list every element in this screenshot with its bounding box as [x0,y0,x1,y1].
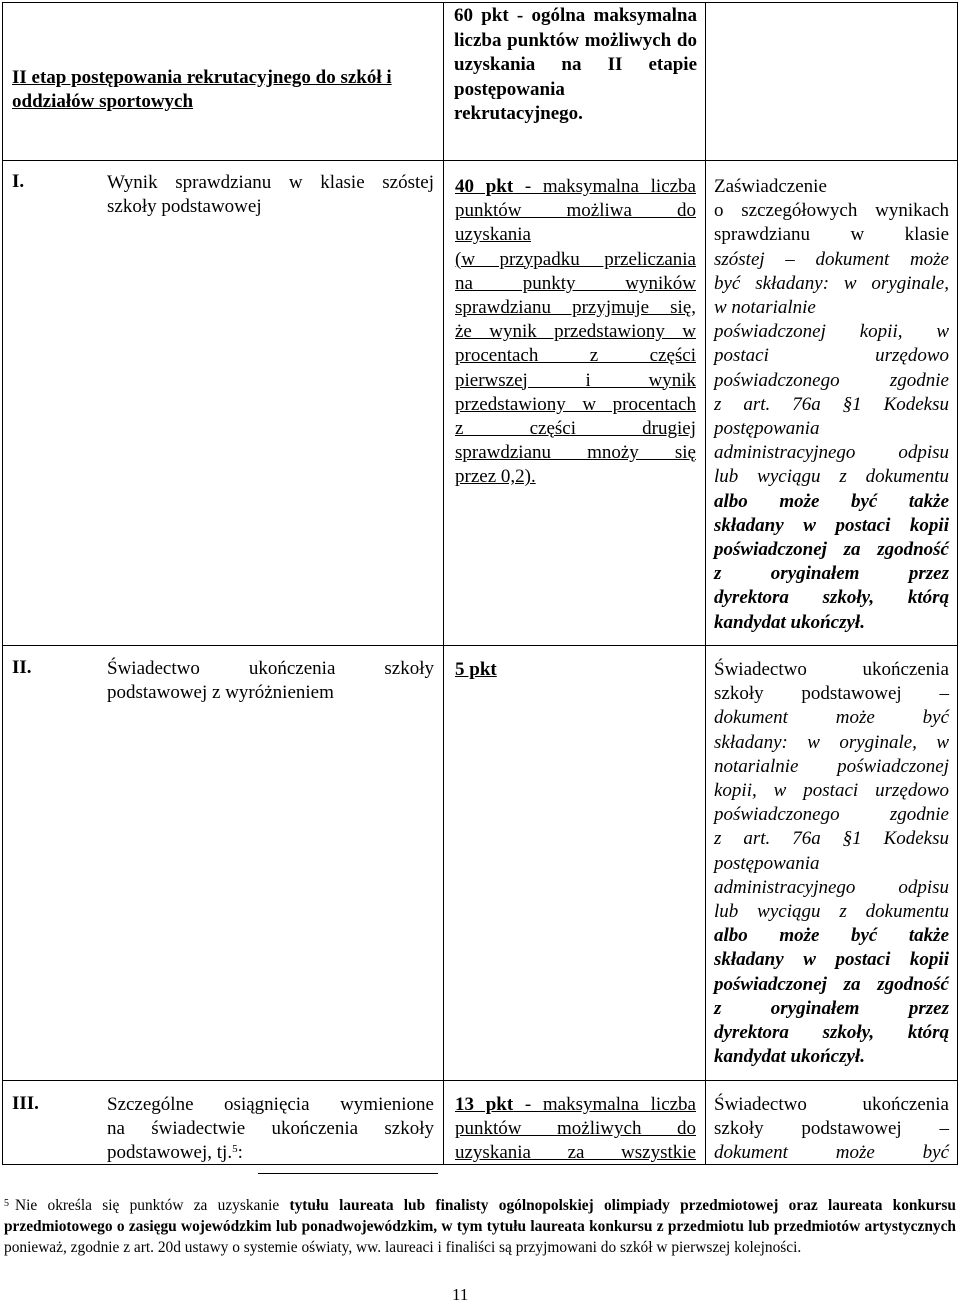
doc-line: z art. 76a §1 Kodeksu [714,393,949,415]
points-line: punktów możliwa do [455,200,696,222]
footnote-text: Nie określa się punktów za uzyskanie [15,1197,290,1214]
doc-line: poświadczonej kopii, w [714,321,949,343]
points-line: uzyskania [455,224,531,246]
footnote-mark: 5 [4,1198,9,1209]
points-value: 40 pkt [455,176,514,197]
row-number: I. [12,171,25,192]
points-value: 13 pkt [455,1094,514,1115]
points-cell [455,1093,696,1166]
doc-line: postępowania [714,852,820,874]
doc-line: dokument może być [714,707,949,729]
footnote-ref[interactable]: 5 [232,1143,238,1156]
doc-line: Świadectwo ukończenia [714,659,949,680]
points-line: sprawdzianu mnoży się [455,442,696,464]
footnote [4,1195,956,1258]
points-line: przedstawiony w procentach [455,393,696,415]
doc-line: składany w postaci kopii [714,949,949,971]
criterion-suffix: : [237,1142,243,1164]
doc-line: albo może być także [714,490,949,512]
doc-line: w notarialnie [714,297,816,319]
row-divider-1 [2,645,958,646]
doc-line: poświadczonej za zgodność [714,973,949,995]
doc-line: dyrektora szkoły, którą [714,1022,949,1044]
column-divider-2 [705,2,706,1164]
doc-line: być składany: w oryginale, [714,272,949,294]
doc-line: składany w postaci kopii [714,514,949,536]
doc-line: szkoły podstawowej – [714,683,949,705]
doc-line: postaci urzędowo [714,345,949,367]
column-divider-1 [443,2,444,1164]
doc-line: sprawdzianu w klasie [714,224,949,246]
row-number: II. [12,657,32,678]
doc-line: składany: w oryginale, w [714,731,949,753]
doc-line: administracyjnego odpisu [714,442,949,464]
doc-line: kandydat ukończył. [714,611,865,633]
doc-line: poświadczonej za zgodność [714,539,949,561]
doc-line: o szczegółowych wynikach [714,200,949,222]
points-line: na punkty wyników [455,272,696,294]
points-line: pierwszej i wynik [455,369,696,391]
points-line: przez 0,2). [455,466,536,488]
doc-line: kandydat ukończył. [714,1046,865,1068]
header-row-divider [2,160,958,161]
criterion-line: Szczególne osiągnięcia wymienione [107,1094,434,1115]
doc-line: Świadectwo ukończenia [714,1094,949,1115]
points-line: sprawdzianu przyjmuje się, [455,297,696,319]
doc-line: poświadczonego zgodnie [714,369,949,391]
doc-line: z art. 76a §1 Kodeksu [714,828,949,850]
row-divider-2 [2,1080,958,1081]
doc-line: albo może być także [714,925,949,947]
max-points-text: 60 pkt - ogólna maksymalna liczba punktów możliwych do uzyskania na II etapie postępowania rekrutacyjnego. [454,5,697,124]
doc-line: poświadczonego zgodnie [714,804,949,826]
points-cell [455,175,696,490]
criterion-line: na świadectwie ukończenia szkoły [107,1118,434,1140]
page-number: 11 [452,1285,469,1304]
points-text: - maksymalna liczba [513,176,696,197]
document-cell [714,1093,949,1166]
points-line: punktów możliwych do [455,1118,696,1140]
doc-line: szkoły podstawowej – [714,1118,949,1140]
doc-line: dokument może być [714,1142,949,1164]
points-line: procentach z części [455,345,696,367]
doc-line: szóstej – dokument może [714,248,949,270]
criterion-line: podstawowej, tj. [107,1142,233,1164]
criterion-text [107,1093,434,1168]
footnote-bold-text: tytułu laureata lub finalisty ogólnopolskiej olimpiady przedmiotowej oraz laureata konkursu przedmiotowego o zasięgu wojewódzkim lub ponadwojewódzkim, w tym tytułu laureata konkursu z przedmiotu lub przedmiotów artystycznych [4,1197,956,1235]
criterion-line-last [107,1141,434,1167]
doc-line: kopii, w postaci urzędowo [714,780,949,802]
doc-line: Zaświadczenie [714,176,827,197]
doc-line: notarialnie poświadczonej [714,755,949,777]
points-text: - maksymalna liczba [513,1094,696,1115]
document-cell [714,658,949,1069]
document-cell [714,175,949,635]
points-line: z części drugiej [455,418,696,440]
doc-line: postępowania [714,418,820,440]
criterion-text: Wynik sprawdzianu w klasie szóstej szkoły podstawowej [107,172,434,218]
points-line: uzyskania za wszystkie [455,1142,696,1164]
doc-line: dyrektora szkoły, którą [714,587,949,609]
row-number: III. [12,1093,39,1114]
doc-line: lub wyciągu z dokumentu [714,466,949,488]
footnote-text-end: ponieważ, zgodnie z art. 20d ustawy o systemie oświaty, ww. laureaci i finaliści są przyjmowani do szkół w pierwszej kolejności. [4,1239,802,1256]
table-border-left [2,2,3,1164]
doc-line: z oryginałem przez [714,563,949,585]
table-border-top [2,2,958,3]
points-line: że wynik przedstawiony w [455,321,696,343]
doc-line: lub wyciągu z dokumentu [714,901,949,923]
doc-line: z oryginałem przez [714,997,949,1019]
stage-title: II etap postępowania rekrutacyjnego do szkół i oddziałów sportowych [12,67,392,112]
table-border-right [957,2,958,1164]
criterion-text: Świadectwo ukończenia szkoły podstawowej z wyróżnieniem [107,658,434,704]
footnote-separator [258,1173,438,1174]
points-value: 5 pkt [455,659,497,680]
points-line: (w przypadku przeliczania [455,248,696,270]
doc-line: administracyjnego odpisu [714,876,949,898]
